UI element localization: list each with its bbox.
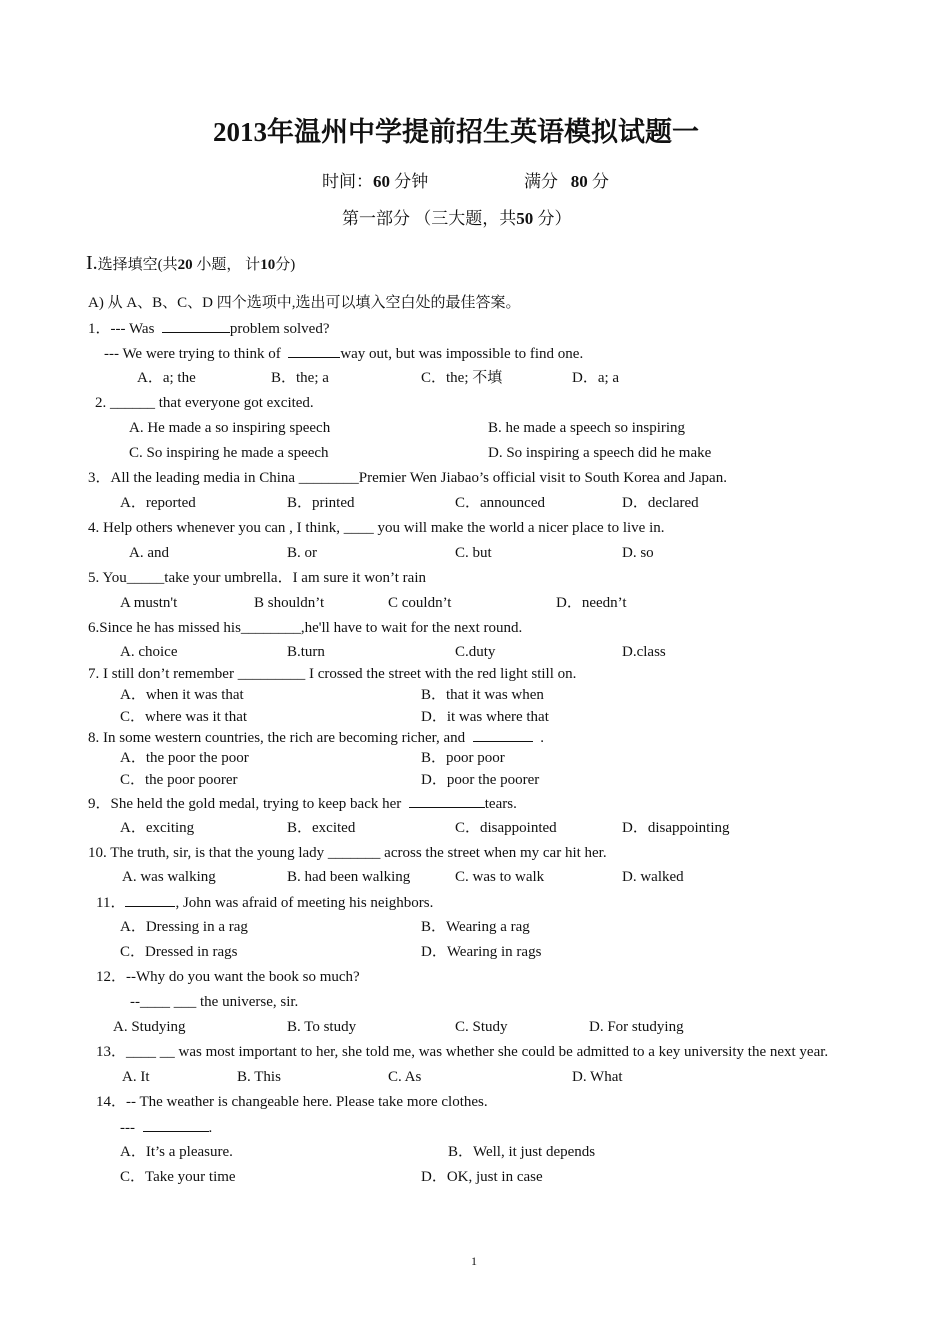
option: B. This [237, 1069, 281, 1085]
option: D．Wearing in rags [421, 944, 542, 960]
option: A．a; the [137, 370, 196, 386]
option: A. He made a so inspiring speech [129, 420, 331, 436]
score-meta: 满分 80 分 [524, 172, 609, 191]
option: C．announced [455, 495, 545, 511]
question-4: 4. Help others whenever you can , I think, ____ you will make the world a nicer place to live in. [88, 520, 665, 536]
option: B．printed [287, 495, 355, 511]
exam-meta: 时间：60 分钟 [322, 172, 429, 191]
answer-blank [288, 344, 340, 358]
option: C．disappointed [455, 820, 557, 836]
question-9: 9．She held the gold medal, trying to keep back her tears. [88, 796, 517, 812]
page-title: 2013年温州中学提前招生英语模拟试题一 [213, 117, 699, 147]
score-value: 80 [570, 172, 588, 191]
question-12-line-b: --____ ___ the universe, sir. [130, 994, 299, 1010]
option: D．declared [622, 495, 699, 511]
option: A．when it was that [120, 687, 244, 703]
option: B.turn [287, 644, 325, 660]
option: C couldn’t [388, 595, 452, 611]
option: B shouldn’t [254, 595, 325, 611]
section-instruction: A) 从 A、B、C、D 四个选项中,选出可以填入空白处的最佳答案。 [88, 295, 521, 311]
option: D．disappointing [622, 820, 730, 836]
option: C．Dressed in rags [120, 944, 238, 960]
option: C.duty [455, 644, 496, 660]
option: A．exciting [120, 820, 195, 836]
option: C．the poor poorer [120, 772, 238, 788]
option: D．a; a [572, 370, 620, 386]
option: B．poor poor [421, 750, 505, 766]
option: D．needn’t [556, 595, 627, 611]
option: A. It [122, 1069, 150, 1085]
option: A．Dressing in a rag [120, 919, 248, 935]
answer-blank [473, 728, 533, 742]
option: C. but [455, 545, 492, 561]
option: D. So inspiring a speech did he make [488, 445, 712, 461]
page-number: 1 [471, 1254, 477, 1268]
question-8: 8. In some western countries, the rich are becoming richer, and . [88, 730, 544, 746]
option: A．reported [120, 495, 196, 511]
time-value: 60 [373, 172, 390, 191]
option: A. was walking [122, 869, 216, 885]
option: A．the poor the poor [120, 750, 249, 766]
option: C．Take your time [120, 1169, 236, 1185]
option: B．excited [287, 820, 356, 836]
question-10: 10. The truth, sir, is that the young lady _______ across the street when my car hit her. [88, 845, 607, 861]
option: D．it was where that [421, 709, 549, 725]
option: A. choice [120, 644, 178, 660]
part-heading: 第一部分 （三大题，共50 分） [342, 209, 572, 228]
option: D. What [572, 1069, 623, 1085]
answer-blank [125, 893, 175, 907]
option: B. To study [287, 1019, 357, 1035]
option: D．poor the poorer [421, 772, 540, 788]
question-5: 5. You_____take your umbrella．I am sure it won’t rain [88, 570, 427, 586]
option: C. was to walk [455, 869, 545, 885]
option: B．Well, it just depends [448, 1144, 596, 1160]
question-6: 6.Since he has missed his________,he'll have to wait for the next round. [88, 620, 523, 636]
option: A．It’s a pleasure. [120, 1144, 233, 1160]
option: B. he made a speech so inspiring [488, 420, 686, 436]
option: B．the; a [271, 370, 329, 386]
option: D. so [622, 545, 654, 561]
option: C. Study [455, 1019, 508, 1035]
option: D. walked [622, 869, 684, 885]
question-7: 7. I still don’t remember _________ I crossed the street with the red light still on. [88, 666, 577, 682]
question-11: 11． , John was afraid of meeting his neighbors. [96, 895, 434, 911]
question-1-line-a: 1．--- Was problem solved? [88, 321, 330, 337]
question-1-line-b: --- We were trying to think of way out, but was impossible to find one. [104, 346, 584, 362]
question-14-line-a: 14．-- The weather is changeable here. Please take more clothes. [96, 1094, 488, 1110]
option: B．that it was when [421, 687, 544, 703]
option: D．OK, just in case [421, 1169, 543, 1185]
answer-blank [409, 794, 485, 808]
option: B．Wearing a rag [421, 919, 530, 935]
option: A mustn't [120, 595, 178, 611]
option: D.class [622, 644, 666, 660]
question-12-line-a: 12．--Why do you want the book so much? [96, 969, 360, 985]
option: D. For studying [589, 1019, 684, 1035]
question-3: 3．All the leading media in China ________Premier Wen Jiabao’s official visit to South Korea and Japan. [88, 470, 727, 486]
option: C．the; 不填 [421, 370, 503, 386]
option: A. and [129, 545, 169, 561]
option: C．where was it that [120, 709, 248, 725]
answer-blank [162, 319, 230, 333]
option: C. So inspiring he made a speech [129, 445, 329, 461]
option: C. As [388, 1069, 422, 1085]
question-14-line-b: --- . [120, 1120, 213, 1136]
answer-blank [143, 1118, 209, 1132]
question-13: 13．____ __ was most important to her, she told me, was whether she could be admitted to a key university the next year. [96, 1044, 829, 1060]
option: B. or [287, 545, 317, 561]
option: B. had been walking [287, 869, 411, 885]
option: A. Studying [113, 1019, 186, 1035]
section-heading: I.选择填空(共20 小题， 计10分) [86, 252, 296, 274]
question-2: 2. ______ that everyone got excited. [95, 395, 314, 411]
